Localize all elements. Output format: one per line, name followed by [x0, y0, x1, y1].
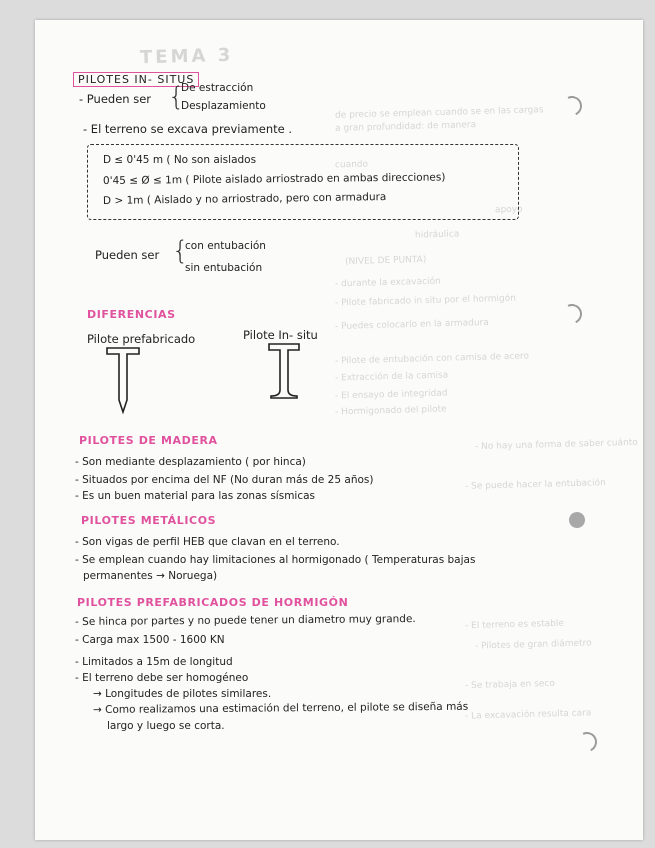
- insitu-pile-drawing: [267, 342, 301, 400]
- criteria-line: D ≤ 0'45 m ( No son aislados: [103, 154, 257, 166]
- metal-item: - Se emplean cuando hay limitaciones al hormigonado ( Temperaturas bajas: [75, 554, 476, 566]
- bleed-through-text: - durante la excavación: [334, 276, 441, 290]
- bleed-through-text: - Se trabaja en seco: [464, 678, 555, 692]
- bleed-through-text: - Se puede hacer la entubación: [464, 478, 606, 492]
- bleed-through-text: - Pilote fabricado in situ por el hormigón: [334, 293, 516, 309]
- insitu-label: Pilote In- situ: [243, 328, 318, 342]
- intro-line: - Pueden ser: [79, 92, 152, 106]
- bleed-through-text: - El terreno es estable: [464, 618, 565, 632]
- brace-symbol: {: [172, 236, 189, 266]
- bleed-through-text: a gran profundidad: de manera: [334, 120, 477, 134]
- precast-item: - Carga max 1500 - 1600 KN: [75, 634, 225, 646]
- wood-item: - Son mediante desplazamiento ( por hinca): [75, 456, 306, 468]
- metal-item: permanentes → Noruega): [83, 570, 218, 582]
- bleed-through-text: - No hay una forma de saber cuánto: [474, 437, 638, 453]
- can-be-option: sin entubación: [185, 262, 263, 274]
- binder-hole-icon: [567, 510, 588, 531]
- bleed-through-text: - Pilote de entubación con camisa de acero: [334, 351, 530, 367]
- criteria-line: 0'45 ≤ Ø ≤ 1m ( Pilote aislado arriostrado en ambas direcciones): [102, 171, 446, 187]
- binder-hole-icon: [559, 301, 585, 327]
- metal-item: - Son vigas de perfil HEB que clavan en el terreno.: [75, 536, 340, 548]
- brace-option: Desplazamiento: [181, 100, 266, 112]
- criteria-line: D > 1m ( Aislado y no arriostrado, pero con armadura: [102, 191, 387, 207]
- can-be-label: Pueden ser: [95, 248, 160, 262]
- precast-subitem: largo y luego se corta.: [107, 720, 225, 732]
- precast-item: - Se hinca por partes y no puede tener un diametro muy grande.: [74, 613, 416, 628]
- precast-subitem: → Longitudes de pilotes similares.: [93, 688, 272, 700]
- section-title: PILOTES IN- SITUS: [73, 72, 199, 86]
- bleed-through-text: hidráulica: [414, 229, 460, 241]
- wood-item: - Situados por encima del NF (No duran más de 25 años): [75, 474, 374, 486]
- differences-heading: DIFERENCIAS: [87, 308, 176, 321]
- bleed-through-text: - Hormigonado del pilote: [334, 404, 447, 418]
- bleed-through-text: de precio se emplean cuando se en las cargas: [334, 105, 544, 121]
- wood-piles-heading: PILOTES DE MADERA: [79, 434, 218, 447]
- binder-hole-icon: [574, 729, 600, 755]
- bleed-through-text: (NIVEL DE PUNTA): [344, 254, 427, 268]
- precast-item: - El terreno debe ser homogéneo: [75, 672, 249, 684]
- prefab-label: Pilote prefabricado: [87, 332, 196, 346]
- prefab-pile-drawing: [105, 346, 141, 416]
- bleed-through-text: apoyo: [494, 204, 523, 216]
- bleed-through-text: - Pilotes de gran diámetro: [474, 638, 592, 652]
- brace-option: De estracción: [181, 82, 254, 94]
- bleed-through-text: TEMA 3: [139, 44, 234, 69]
- bleed-through-text: - Extracción de la camisa: [334, 370, 449, 384]
- precast-item: - Limitados a 15m de longitud: [75, 656, 233, 668]
- wood-item: - Es un buen material para las zonas sísmicas: [75, 490, 316, 502]
- bleed-through-text: - La excavación resulta cara: [464, 708, 592, 722]
- bleed-through-text: cuando: [334, 159, 369, 171]
- metal-piles-heading: PILOTES METÁLICOS: [81, 514, 217, 527]
- can-be-option: con entubación: [185, 240, 266, 252]
- precast-subitem: → Como realizamos una estimación del terreno, el pilote se diseña más: [92, 700, 469, 716]
- intro-line: - El terreno se excava previamente .: [83, 122, 292, 136]
- bleed-through-text: - Puedes colocarlo en la armadura: [334, 317, 489, 333]
- notebook-page: [35, 20, 643, 840]
- brace-symbol: {: [168, 82, 185, 112]
- bleed-through-text: - El ensayo de integridad: [334, 388, 448, 402]
- binder-hole-icon: [559, 93, 585, 119]
- precast-piles-heading: PILOTES PREFABRICADOS DE HORMIGÓN: [77, 596, 349, 609]
